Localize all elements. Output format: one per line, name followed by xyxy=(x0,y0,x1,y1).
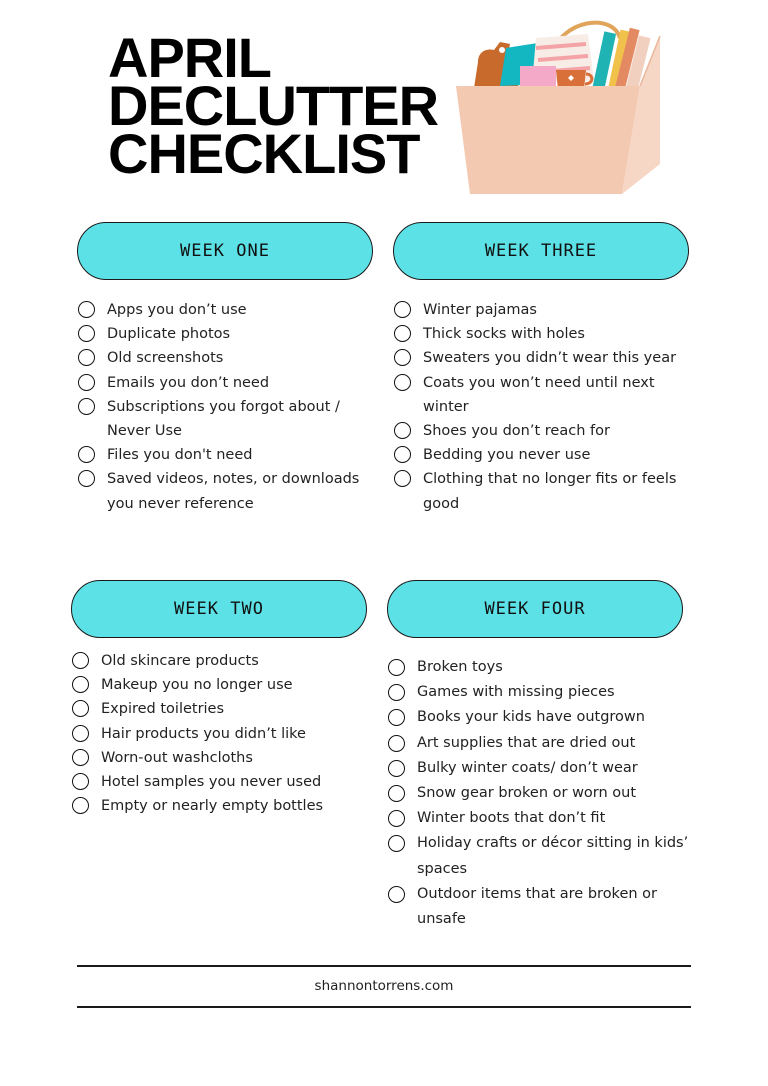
checkbox-circle-icon[interactable] xyxy=(72,652,89,669)
list-item[interactable] xyxy=(72,722,372,746)
week-four-list xyxy=(388,655,700,932)
checkbox-circle-icon[interactable] xyxy=(388,810,405,827)
list-item[interactable] xyxy=(388,882,700,932)
list-item[interactable] xyxy=(72,746,372,770)
item-label: Shoes you don’t reach for xyxy=(423,423,610,440)
list-item[interactable] xyxy=(78,371,378,395)
checkbox-circle-icon[interactable] xyxy=(72,797,89,814)
week-one-list xyxy=(78,298,378,516)
title-line-checklist: CHECKLIST xyxy=(108,122,420,185)
checkbox-circle-icon[interactable] xyxy=(388,760,405,777)
week-two-list xyxy=(72,649,372,818)
item-label: Empty or nearly empty bottles xyxy=(101,798,324,815)
title-line-april: APRIL xyxy=(108,26,271,89)
list-item[interactable] xyxy=(388,756,700,781)
week-three-header: WEEK THREE xyxy=(393,222,689,280)
week-two-header: WEEK TWO xyxy=(71,580,367,638)
checkbox-circle-icon[interactable] xyxy=(394,301,411,318)
checkbox-circle-icon[interactable] xyxy=(78,349,95,366)
list-item[interactable] xyxy=(78,395,378,443)
list-item[interactable] xyxy=(394,371,694,419)
list-item[interactable] xyxy=(388,705,700,730)
checkbox-circle-icon[interactable] xyxy=(388,684,405,701)
item-label: Outdoor items that are broken or unsafe xyxy=(417,885,657,928)
list-item[interactable] xyxy=(394,298,694,322)
item-label: Hair products you didn’t like xyxy=(101,725,306,742)
list-item[interactable] xyxy=(394,346,694,370)
checkbox-circle-icon[interactable] xyxy=(78,301,95,318)
checkbox-circle-icon[interactable] xyxy=(78,398,95,415)
list-item[interactable] xyxy=(78,322,378,346)
list-item[interactable] xyxy=(78,443,378,467)
checkbox-circle-icon[interactable] xyxy=(78,446,95,463)
checkbox-circle-icon[interactable] xyxy=(78,470,95,487)
list-item[interactable] xyxy=(78,346,378,370)
checkbox-circle-icon[interactable] xyxy=(388,886,405,903)
item-label: Thick socks with holes xyxy=(423,326,585,343)
item-label: Worn-out washcloths xyxy=(101,749,253,766)
checkbox-circle-icon[interactable] xyxy=(72,773,89,790)
list-item[interactable] xyxy=(72,697,372,721)
checkbox-circle-icon[interactable] xyxy=(78,374,95,391)
checkbox-circle-icon[interactable] xyxy=(394,446,411,463)
list-item[interactable] xyxy=(388,655,700,680)
item-label: Broken toys xyxy=(417,659,503,675)
list-item[interactable] xyxy=(78,298,378,322)
week-three-list xyxy=(394,298,694,516)
item-label: Expired toiletries xyxy=(101,701,225,718)
item-label: Emails you don’t need xyxy=(107,374,270,391)
declutter-box-icon xyxy=(452,14,668,196)
checkbox-circle-icon[interactable] xyxy=(388,835,405,852)
item-label: Bedding you never use xyxy=(423,447,591,464)
list-item[interactable] xyxy=(394,443,694,467)
list-item[interactable] xyxy=(72,649,372,673)
item-label: Coats you won’t need until next winter xyxy=(423,374,655,415)
item-label: Books your kids have outgrown xyxy=(417,709,645,726)
list-item[interactable] xyxy=(388,731,700,756)
footer-divider-top xyxy=(77,965,691,967)
week-one-header: WEEK ONE xyxy=(77,222,373,280)
checkbox-circle-icon[interactable] xyxy=(394,374,411,391)
list-item[interactable] xyxy=(388,781,700,806)
checkbox-circle-icon[interactable] xyxy=(72,676,89,693)
item-label: Apps you don’t use xyxy=(107,302,247,318)
checkbox-circle-icon[interactable] xyxy=(78,325,95,342)
item-label: Makeup you no longer use xyxy=(101,677,293,694)
checkbox-circle-icon[interactable] xyxy=(394,470,411,487)
item-label: Winter pajamas xyxy=(423,302,537,318)
checkbox-circle-icon[interactable] xyxy=(394,349,411,366)
checkbox-circle-icon[interactable] xyxy=(72,725,89,742)
checkbox-circle-icon[interactable] xyxy=(388,785,405,802)
item-label: Duplicate photos xyxy=(107,326,231,343)
list-item[interactable] xyxy=(72,794,372,818)
item-label: Files you don't need xyxy=(107,447,253,464)
item-label: Holiday crafts or décor sitting in kids’ spaces xyxy=(417,835,689,877)
page-title xyxy=(108,26,439,185)
list-item[interactable] xyxy=(72,770,372,794)
footer-divider-bottom xyxy=(77,1006,691,1008)
checkbox-circle-icon[interactable] xyxy=(388,709,405,726)
item-label: Bulky winter coats/ don’t wear xyxy=(417,759,638,776)
item-label: Subscriptions you forgot about / Never Use xyxy=(107,398,340,440)
item-label: Games with missing pieces xyxy=(417,684,615,701)
list-item[interactable] xyxy=(394,419,694,443)
item-label: Art supplies that are dried out xyxy=(417,734,636,751)
list-item[interactable] xyxy=(388,831,700,881)
list-item[interactable] xyxy=(394,467,694,515)
list-item[interactable] xyxy=(78,467,378,515)
checkbox-circle-icon[interactable] xyxy=(388,659,405,676)
checkbox-circle-icon[interactable] xyxy=(394,422,411,439)
list-item[interactable] xyxy=(72,673,372,697)
item-label: Old skincare products xyxy=(101,653,259,669)
item-label: Hotel samples you never used xyxy=(101,774,322,791)
item-label: Snow gear broken or worn out xyxy=(417,785,637,802)
list-item[interactable] xyxy=(388,806,700,831)
item-label: Clothing that no longer fits or feels good xyxy=(423,471,677,512)
checkbox-circle-icon[interactable] xyxy=(388,735,405,752)
item-label: Old screenshots xyxy=(107,350,224,367)
checkbox-circle-icon[interactable] xyxy=(72,700,89,717)
item-label: Sweaters you didn’t wear this year xyxy=(423,350,677,367)
item-label: Winter boots that don’t fit xyxy=(417,810,606,827)
list-item[interactable] xyxy=(394,322,694,346)
checkbox-circle-icon[interactable] xyxy=(394,325,411,342)
footer-website: shannontorrens.com xyxy=(314,978,454,994)
list-item[interactable] xyxy=(388,680,700,705)
item-label: Saved videos, notes, or downloads you never reference xyxy=(107,471,360,512)
week-four-header: WEEK FOUR xyxy=(387,580,683,638)
title-line-declutter: DECLUTTER xyxy=(108,74,439,137)
checkbox-circle-icon[interactable] xyxy=(72,749,89,766)
